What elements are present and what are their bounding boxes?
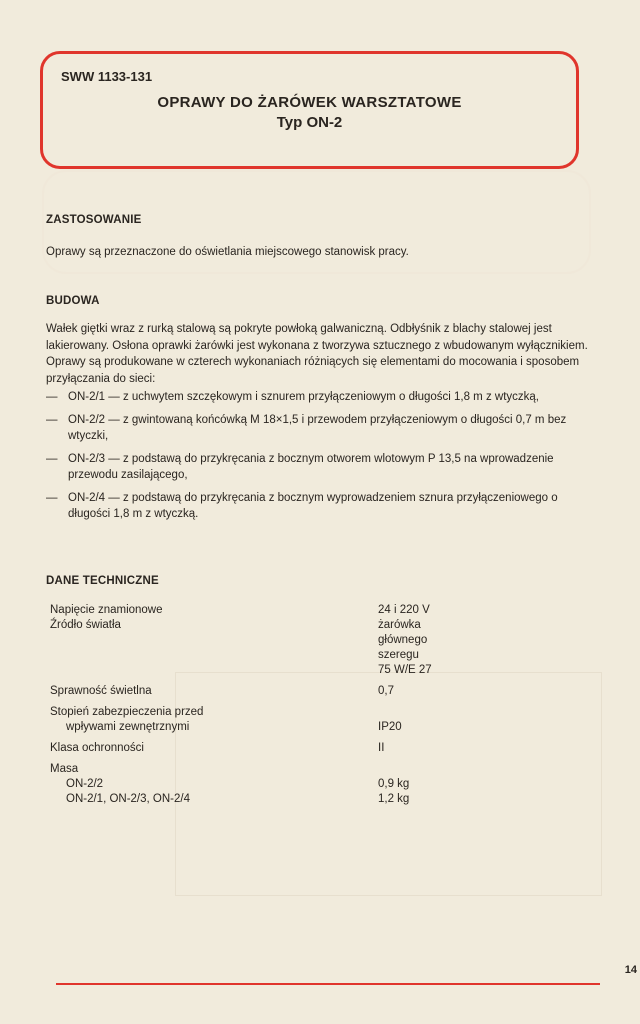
header-box <box>40 51 579 169</box>
list-item: — ON-2/4 — z podstawą do przykręcania z bocznym wyprowadzeniem sznura przyłączeniowego o długości 1,8 m z wtyczką. <box>46 491 558 520</box>
table-row: Sprawność świetlna 0,7 <box>50 685 394 697</box>
list-item: — ON-2/3 — z podstawą do przykręcania z bocznym otworem wlotowym P 13,5 na wprowadzenie przewodu zasilającego, <box>46 452 554 481</box>
list-item: — ON-2/1 — z uchwytem szczękowym i sznurem przyłączeniowym o długości 1,8 m z wtyczką, <box>46 391 539 403</box>
budowa-heading: BUDOWA <box>46 295 100 307</box>
document-subtitle: Typ ON-2 <box>276 114 343 131</box>
zastosowanie-text: Oprawy są przeznaczone do oświetlania miejscowego stanowisk pracy. <box>46 246 409 258</box>
table-row: ON-2/2 0,9 kg <box>66 778 410 790</box>
list-item: — ON-2/2 — z gwintowaną końcówką M 18×1,5 i przewodem przyłączeniowym o długości 0,7 m bez wtyczki, <box>46 413 567 442</box>
table-row: Źródło światła żarówka głównego szeregu <box>50 619 428 661</box>
table-row: wpływami zewnętrznymi IP20 <box>66 721 402 733</box>
table-row: ON-2/1, ON-2/3, ON-2/4 1,2 kg <box>66 793 410 805</box>
technical-data-table <box>50 603 470 807</box>
document-title: OPRAWY DO ŻARÓWEK WARSZTATOWE <box>157 94 462 111</box>
zastosowanie-heading: ZASTOSOWANIE <box>46 214 142 226</box>
budowa-text: Wałek giętki wraz z rurką stalową są pokryte powłoką galwaniczną. Odbłyśnik z blachy stalowej jest lakierowany. Osłona oprawki żarówki jest wykonana z tworzywa sztucznego z wbudowanym wyłącznikiem. Oprawy są produkowane w czterech wykonaniach różniących się elementami do mocowania i sposobem przyłączania do sieci: <box>46 323 588 385</box>
page-number: 14 <box>624 964 637 976</box>
table-row: Stopień zabezpieczenia przed <box>50 706 204 718</box>
dane-heading: DANE TECHNICZNE <box>46 575 159 587</box>
table-row: Masa <box>50 763 79 775</box>
variant-list <box>46 389 591 529</box>
catalog-code: SWW 1133-131 <box>61 69 153 84</box>
table-row: 75 W/E 27 <box>378 664 432 676</box>
footer-rule <box>56 983 600 985</box>
table-row: Napięcie znamionowe 24 i 220 V <box>50 604 430 616</box>
table-row: Klasa ochronności II <box>50 742 385 754</box>
